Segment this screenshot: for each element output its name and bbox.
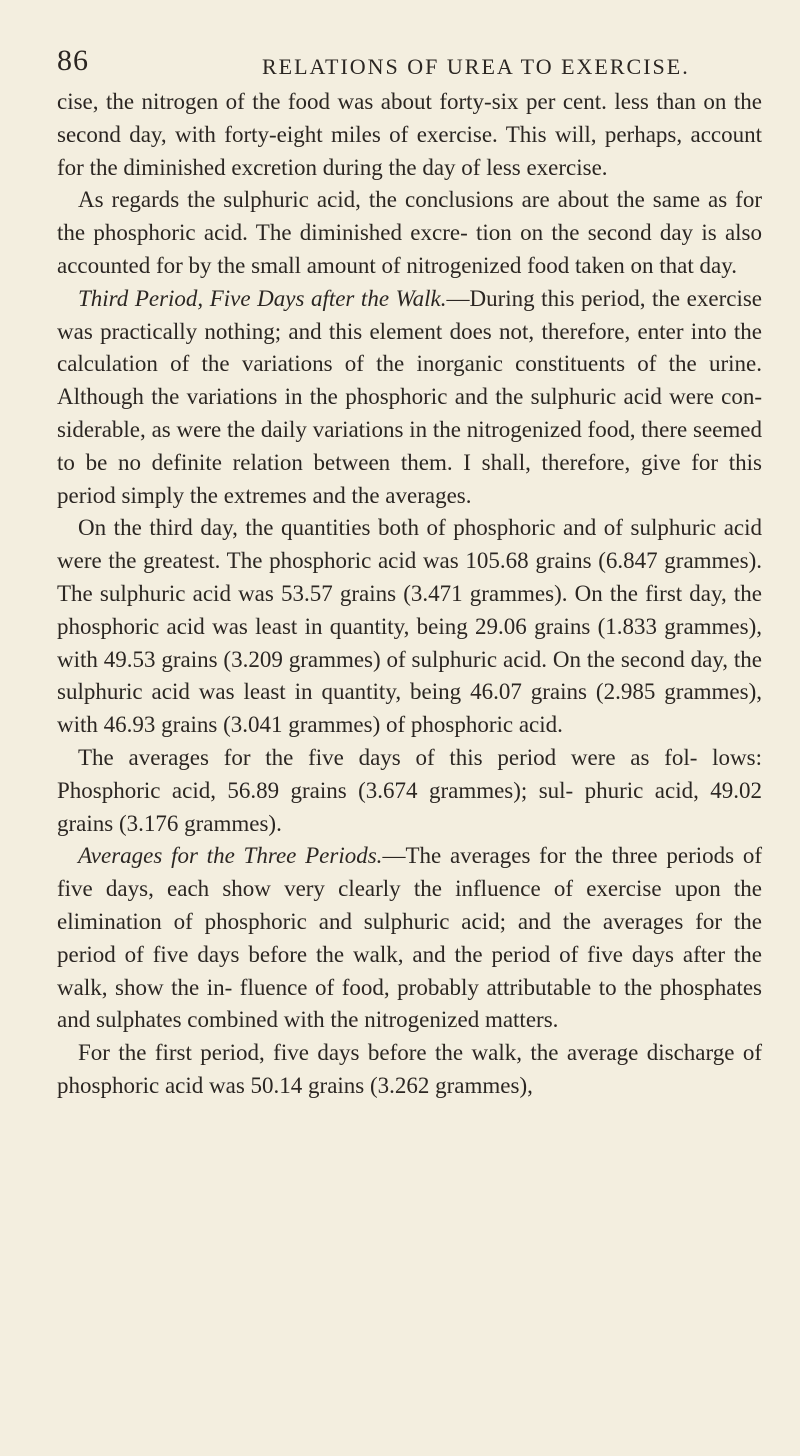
section-averages bbox=[57, 840, 762, 1037]
paragraph-first-period: For the first period, five days before the walk, the average discharge of phosphoric acid was 50.14 grains (3.262 grammes), bbox=[57, 1040, 762, 1098]
section-third-period bbox=[57, 283, 762, 513]
main-text bbox=[57, 86, 762, 1103]
paragraph-third-day: On the third day, the quantities both of phosphoric and of sulphuric acid were the greatest. The phosphoric acid was 105.68 grains (6.847 grammes). The sulphuric acid was 53.57 grains (3.471 grammes). On the first day, the phosphoric acid was least in quantity, being 29.06 grains (1.833 grammes), with 49.53 grains (3.209 grammes) of sulphuric acid. On the second day, the sulphuric acid was least in quantity, being 46.07 grains (2.985 grammes), with 46.93 grains (3.041 grammes) of phosphoric acid. bbox=[57, 515, 762, 738]
paragraph-continued: cise, the nitrogen of the food was about forty-six per cent. less than on the second day, with forty-eight miles of exercise. This will, perhaps, account for the diminished excretion during the day of less exercise. bbox=[57, 89, 762, 180]
section-body-averages: —The averages for the three periods of five days, each show very clearly the influence of exercise upon the elimination of phosphoric and sulphuric acid; and the averages for the period of five days before the walk, and the period of five days after the walk, show the in- fluence of food, probably attributable to the phosphates and sulphates combined with the nitrogenized matters. bbox=[57, 843, 763, 1033]
paragraph-five-day-averages: The averages for the five days of this period were as fol- lows: Phosphoric acid, 56.89 grains (3.674 grammes); sul- phuric acid, 49.02 grains (3.176 grammes). bbox=[57, 744, 762, 836]
section-heading-averages: Averages for the Three Periods. bbox=[78, 843, 383, 869]
section-heading-third-period: Third Period, Five Days after the Walk. bbox=[78, 285, 447, 311]
paragraph-sulphuric-acid: As regards the sulphuric acid, the conclusions are about the same as for the phosphoric acid. The diminished excre- tion on the second day is also accounted for by the small amount of nitrogenized food taken on that day. bbox=[57, 187, 762, 278]
running-title: RELATIONS OF UREA TO EXERCISE. bbox=[262, 54, 690, 79]
section-body-third-period: —During this period, the exercise was practically nothing; and this element does not, therefore, enter into the calculation of the variations of the inorganic constituents of the urine. Although the variations in the phosphoric and the sulphuric acid were con- siderable, as were the daily variations in the nitrogenized food, there seemed to be no definite relation between them. I shall, therefore, give for this period simply the extremes and the averages. bbox=[57, 285, 762, 508]
page-number: 86 bbox=[57, 44, 89, 77]
running-head bbox=[57, 0, 762, 86]
